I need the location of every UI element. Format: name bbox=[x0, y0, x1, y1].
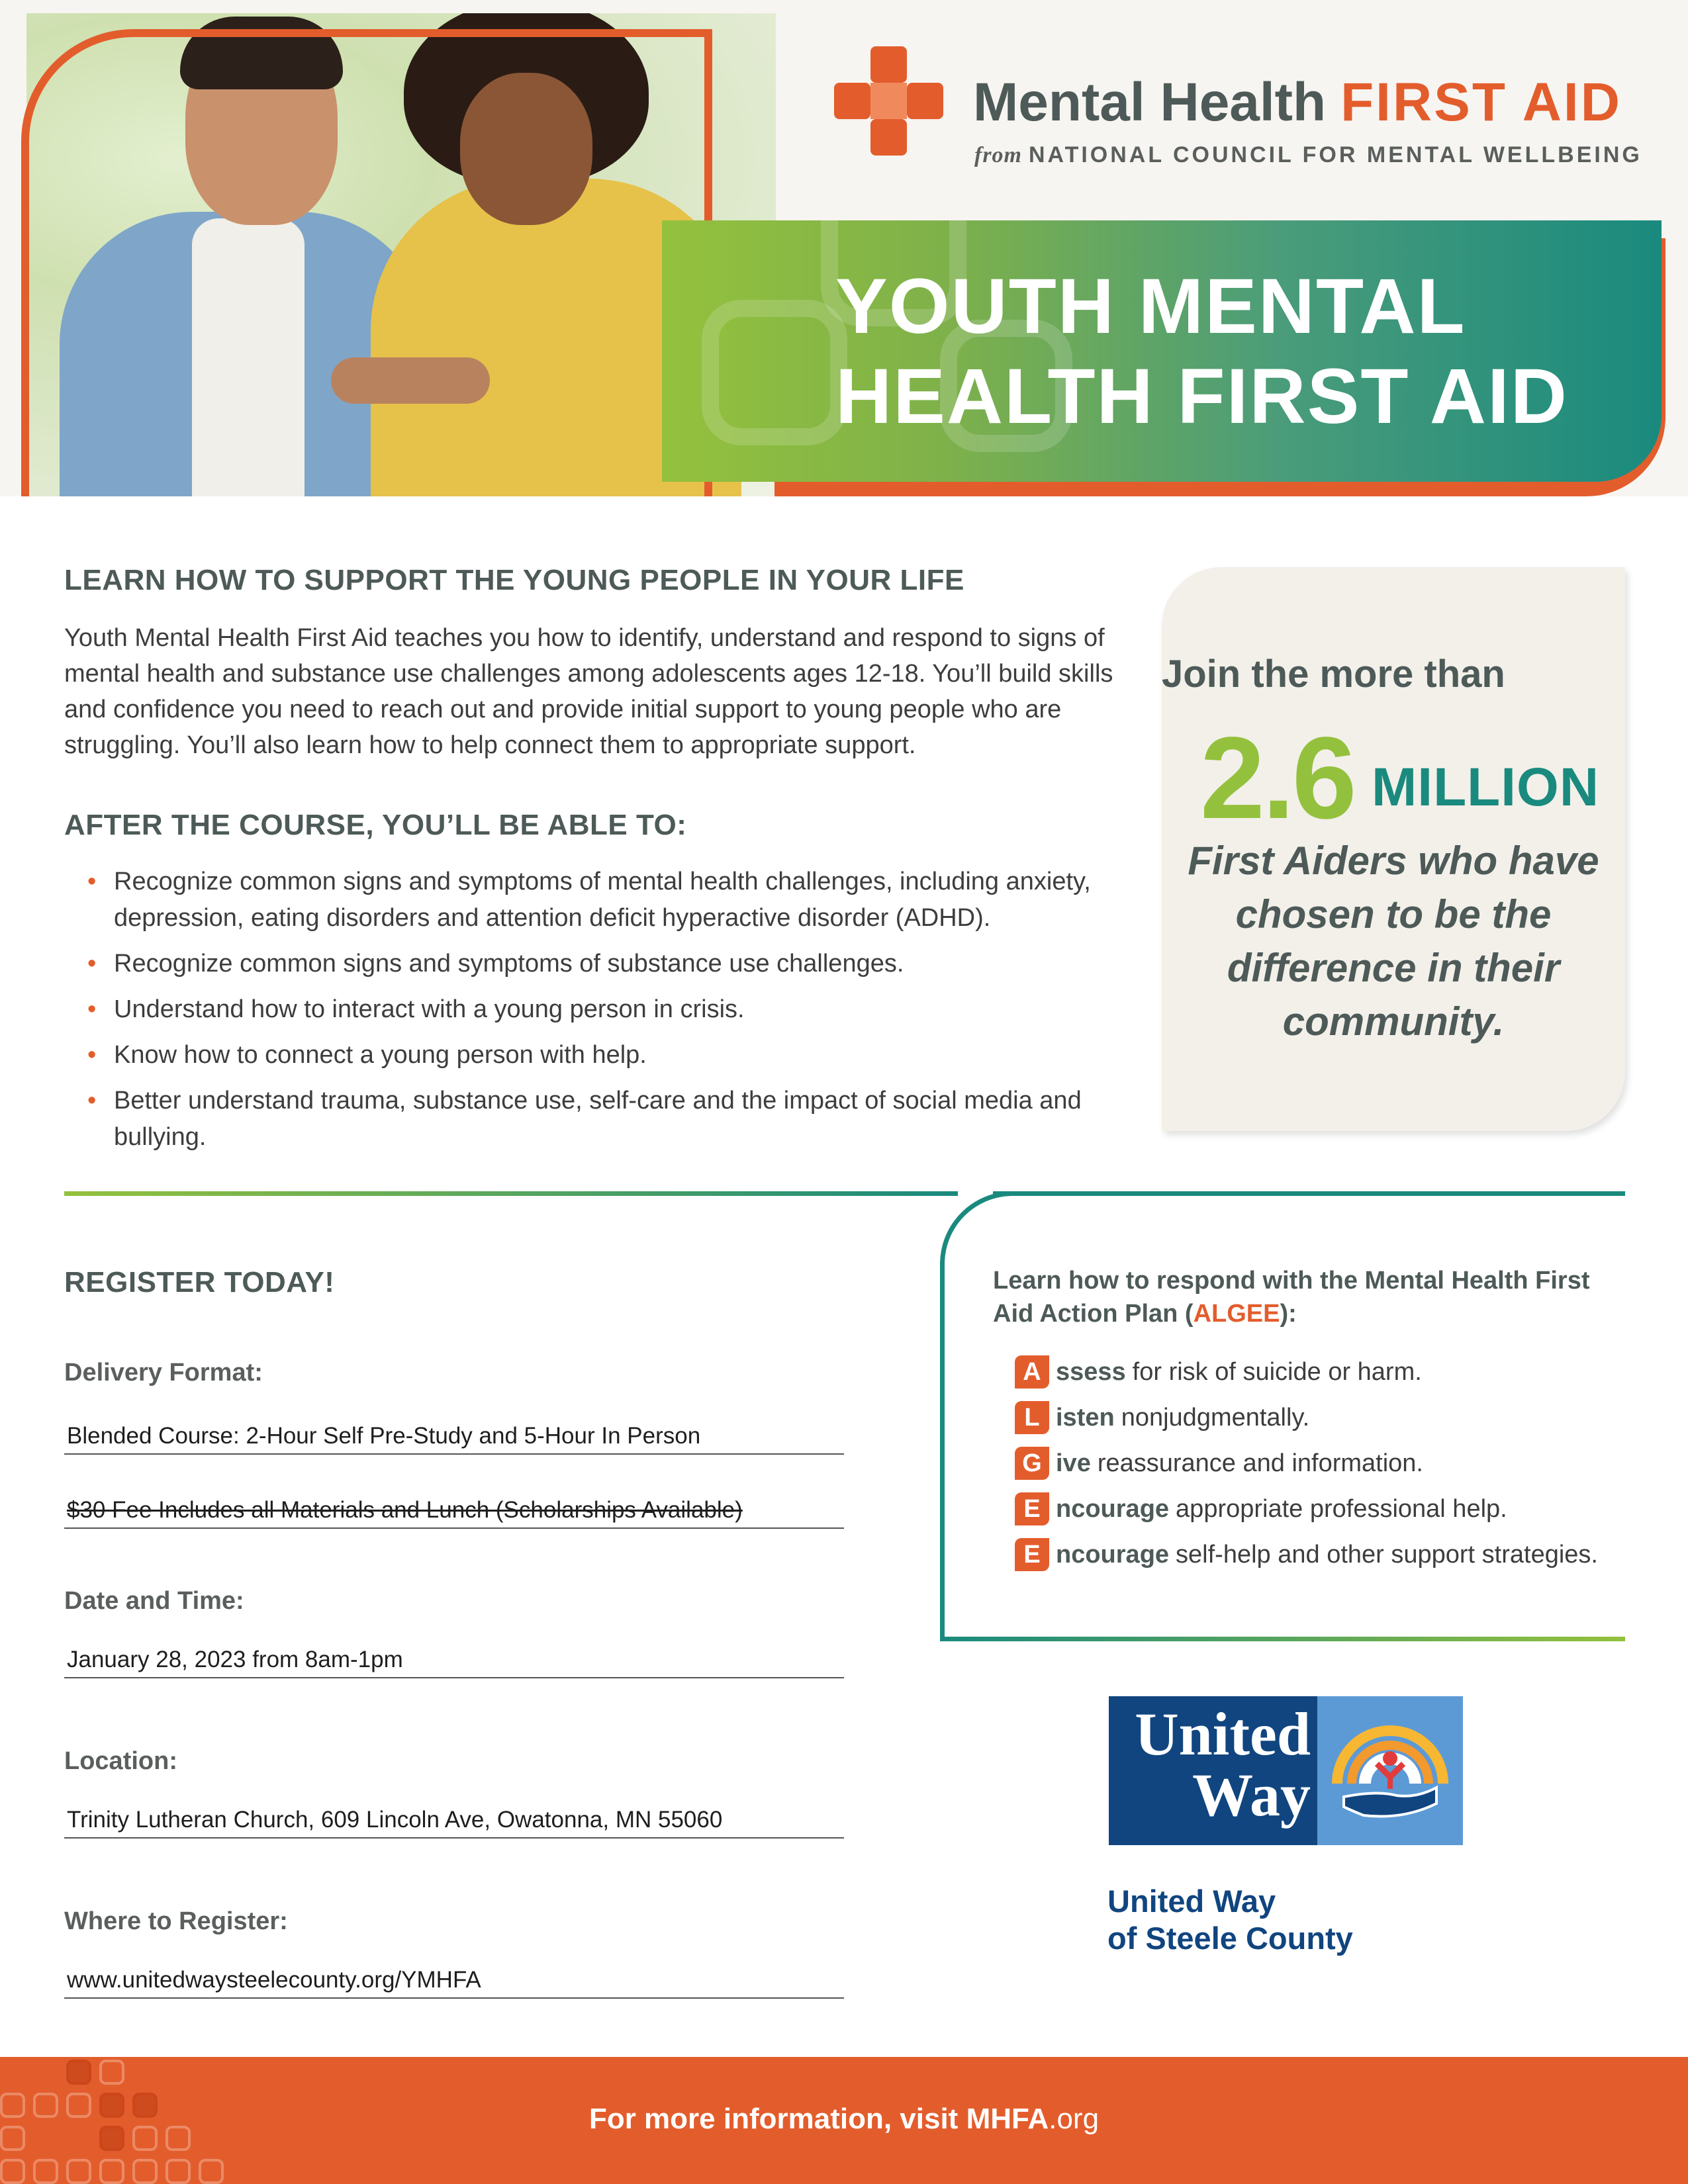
algee-acronym: ALGEE bbox=[1193, 1300, 1280, 1328]
algee-step-word: ncourage bbox=[1056, 1494, 1170, 1523]
brand-org: NATIONAL COUNCIL FOR MENTAL WELLBEING bbox=[1029, 142, 1642, 167]
brand-name-part1: Mental Health bbox=[973, 72, 1327, 132]
tile-decoration bbox=[99, 2060, 124, 2085]
stat-description: First Aiders who have chosen to be the difference in their community. bbox=[1188, 839, 1599, 1044]
header bbox=[0, 0, 1688, 496]
stat-join-text: Join the more than bbox=[1162, 653, 1505, 696]
list-item: • Better understand trauma, substance use, self-care and the impact of social media and bullying. bbox=[87, 1083, 1133, 1156]
footer-label: For more information, visit bbox=[588, 2103, 959, 2135]
algee-letter-badge: L bbox=[1015, 1401, 1049, 1434]
algee-step-word: ncourage bbox=[1056, 1540, 1170, 1569]
list-item: • Understand how to interact with a young person in crisis. bbox=[87, 991, 1133, 1028]
algee-intro-end: ): bbox=[1280, 1300, 1297, 1328]
fee-value: $30 Fee Includes all Materials and Lunch (Scholarships Available) bbox=[64, 1497, 844, 1529]
tile-decoration bbox=[199, 2159, 224, 2184]
algee-step-text: self-help and other support strategies. bbox=[1176, 1540, 1598, 1569]
algee-step-word: ssess bbox=[1056, 1357, 1126, 1386]
algee-intro-text: Learn how to respond with the Mental Health First Aid Action Plan ( bbox=[993, 1267, 1590, 1328]
tile-decoration bbox=[132, 2159, 158, 2184]
algee-letter-badge: A bbox=[1015, 1355, 1049, 1388]
algee-letter-badge: E bbox=[1015, 1538, 1049, 1571]
united-way-logo-text bbox=[1119, 1700, 1311, 1829]
algee-step-give bbox=[1015, 1447, 1423, 1480]
united-way-hand-icon bbox=[1324, 1711, 1456, 1830]
united-way-caption bbox=[1107, 1883, 1353, 1957]
list-item: • Recognize common signs and symptoms of substance use challenges. bbox=[87, 946, 1133, 982]
united-way-caption-line2: of Steele County bbox=[1107, 1921, 1353, 1956]
algee-letter-badge: E bbox=[1015, 1492, 1049, 1525]
delivery-value: Blended Course: 2-Hour Self Pre-Study and 5-Hour In Person bbox=[64, 1423, 844, 1455]
algee-step-text: reassurance and information. bbox=[1097, 1449, 1423, 1477]
brand-name bbox=[973, 71, 1622, 134]
brand-from: from bbox=[974, 143, 1022, 167]
after-heading: AFTER THE COURSE, YOU’LL BE ABLE TO: bbox=[64, 809, 687, 841]
footer-link-tld: .org bbox=[1049, 2103, 1100, 2135]
mhfa-cross-logo-icon bbox=[834, 46, 947, 159]
register-heading: REGISTER TODAY! bbox=[64, 1266, 335, 1298]
photo-frame bbox=[21, 29, 712, 496]
tile-decoration bbox=[66, 2060, 91, 2085]
location-value: Trinity Lutheran Church, 609 Lincoln Ave, Owatonna, MN 55060 bbox=[64, 1807, 844, 1839]
algee-step-text: appropriate professional help. bbox=[1176, 1494, 1507, 1523]
algee-step-text: for risk of suicide or harm. bbox=[1132, 1357, 1422, 1386]
tile-decoration bbox=[33, 2159, 58, 2184]
intro-paragraph: Youth Mental Health First Aid teaches you how to identify, understand and respond to signs of mental health and substance use challenges among adolescents ages 12-18. You’ll build skills and confidence you need to reach out and provide initial support to young people who are struggling. You’ll also learn how to help connect them to appropriate support. bbox=[64, 624, 1113, 759]
united-way-caption-line1: United Way bbox=[1107, 1884, 1276, 1919]
algee-letter-badge: G bbox=[1015, 1447, 1049, 1480]
tile-decoration bbox=[66, 2159, 91, 2184]
register-url[interactable]: www.unitedwaysteelecounty.org/YMHFA bbox=[64, 1967, 844, 1999]
date-value: January 28, 2023 from 8am-1pm bbox=[64, 1647, 844, 1678]
brand-subtitle bbox=[974, 142, 1642, 168]
list-item: • Recognize common signs and symptoms of mental health challenges, including anxiety, depression, eating disorders and attention deficit hyperactive disorder (ADHD). bbox=[87, 864, 1133, 936]
date-label: Date and Time: bbox=[64, 1587, 244, 1615]
algee-divider bbox=[940, 1637, 1625, 1641]
page-title bbox=[835, 261, 1568, 441]
algee-step-encourage-professional bbox=[1015, 1492, 1507, 1525]
stat-number: 2.6 bbox=[1200, 713, 1354, 843]
stat-unit: MILLION bbox=[1372, 757, 1600, 817]
list-item: • Know how to connect a young person with help. bbox=[87, 1037, 1133, 1073]
outcomes-list bbox=[87, 864, 1133, 1165]
intro-heading: LEARN HOW TO SUPPORT THE YOUNG PEOPLE IN YOUR LIFE bbox=[64, 564, 964, 596]
tile-decoration bbox=[99, 2159, 124, 2184]
location-label: Location: bbox=[64, 1747, 177, 1775]
united-way-logo-line2: Way bbox=[1192, 1761, 1311, 1829]
algee-step-encourage-self-help bbox=[1015, 1538, 1598, 1571]
banner-decoration bbox=[702, 300, 847, 445]
section-divider bbox=[64, 1191, 958, 1196]
brand-name-part2: FIRST AID bbox=[1340, 72, 1622, 132]
page-title-line1: YOUTH MENTAL bbox=[835, 263, 1466, 350]
footer-link-bold: MHFA bbox=[966, 2103, 1049, 2135]
algee-step-listen bbox=[1015, 1401, 1309, 1434]
where-label: Where to Register: bbox=[64, 1907, 288, 1935]
algee-step-word: ive bbox=[1056, 1449, 1091, 1477]
algee-step-assess bbox=[1015, 1355, 1422, 1388]
tile-decoration bbox=[0, 2159, 25, 2184]
footer-link[interactable] bbox=[966, 2103, 1099, 2135]
united-way-logo-line1: United bbox=[1135, 1700, 1311, 1768]
algee-step-text: nonjudgmentally. bbox=[1121, 1403, 1310, 1432]
algee-intro bbox=[993, 1264, 1628, 1330]
algee-step-word: isten bbox=[1056, 1403, 1115, 1432]
page-title-line2: HEALTH FIRST AID bbox=[835, 353, 1569, 440]
footer-text bbox=[0, 2103, 1688, 2136]
tile-decoration bbox=[165, 2159, 191, 2184]
delivery-label: Delivery Format: bbox=[64, 1359, 263, 1387]
